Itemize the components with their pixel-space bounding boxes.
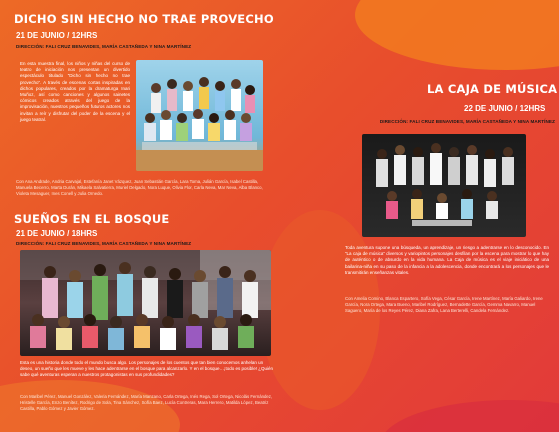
decorative-blob bbox=[355, 0, 559, 70]
show2-date: 21 DE JUNIO / 18HRS bbox=[16, 229, 98, 238]
show3-cast: Con Amelia Comino, Blanca Espartero, Sofía Vega, César García, Irene Martínez, María Galiardo, Irene García, Nora Ortega, Mara Bueno, Maribel Rodríguez, Bernadette García, Gemma Navarro, Manuel Saguero, María de los Reyes Pérez, Diana Zafra, Lana Berterelli, Candela Fernández. bbox=[345, 296, 543, 313]
show1-description: En esta muestra final, los niños y niñas del curso de teatro de iniciación nos presentan un divertido espectáculo titulado “Dicho sin hecho no trae provecho”. A través de escenas cortas inspiradas en dichos populares, creados por la dramaturga Inari Muñoz, así como canciones y algunos sainetes cómicos creados através del juego de la improvisación, nuestros pequeños futuros actores nos invitan a reír y disfrutar del poder de la escena y el juego teatral. bbox=[20, 61, 130, 122]
show2-photo bbox=[20, 250, 271, 356]
show2-description: Esta es una historia donde todo el mundo busca algo. Los personajes de los cuentos que tan bien conocemos anhelan un deseo, un sueño que les mueve y les hace adentrarse en el bosque para alcanzarlo. Y en el bosque…¡todo es posible! ¿Quién sabe qué aventuras esperan a nuestros protagonistas en sus profundidades? bbox=[20, 360, 273, 378]
show3-direction: DIRECCIÓN: FALI CRUZ BENAVIDES, MARÍA CASTAÑEDA Y NINA MARTÍNEZ bbox=[379, 119, 555, 124]
show3-photo bbox=[362, 134, 526, 237]
show3-title: LA CAJA DE MÚSICA bbox=[427, 82, 558, 96]
show1-title: DICHO SIN HECHO NO TRAE PROVECHO bbox=[14, 12, 274, 26]
show1-direction: DIRECCIÓN: FALI CRUZ BENAVIDES, MARÍA CASTAÑEDA Y NINA MARTÍNEZ bbox=[16, 44, 192, 49]
show3-description: Toda aventura supone una búsqueda, un aprendizaje, un riesgo a adentrarse en lo desconocido. En “La caja de música” diversos y variopintos personajes desfilan por la escena para mostrar lo que hay de auténtico o de absurdo en la vida humana. La Caja de música es el viaje iniciático de una bailarina-niña en su paso de la infancia a la adolescencia, donde encontrará a los personajes que le transmitirán enseñanzas vitales. bbox=[345, 245, 549, 275]
show2-cast: Con Maribel Pérez, Manuel González, Valeria Fernández, María Manzano, Carla Ortega, Inés Rega, Sol Ortega, Nicolás Fernández, Hristelle García, Enzo Benítez, Rodrigo de Sola, Tina Sánchez, Sofía Baez, Lucía Contreras, Mara Herrero, Matilda López, Beatriz Castilla, Pablo Gómez y Javier Gómez. bbox=[20, 394, 273, 411]
decorative-blob bbox=[380, 400, 559, 432]
show1-cast: Con Ana Andrade, Andria Carvajal, Estefanía Janet Vázquez, Juan Sebastián García, Lara Toma, Julián García, Isabel Castilla, Manuela Becerro, Marta Durán, Mikaela Salvatierra, Muriel Delgado, Nora Luque, Olivia Flor, Carla Neva, Mar Neva, Alba Blanco, Violeta Mesaguer, Ines Conell y Julia Ornedo. bbox=[16, 179, 263, 196]
show1-date: 21 DE JUNIO / 12HRS bbox=[16, 31, 98, 40]
show2-direction: DIRECCIÓN: FALI CRUZ BENAVIDES, MARÍA CASTAÑEDA Y NINA MARTÍNEZ bbox=[16, 241, 192, 246]
show1-photo bbox=[136, 60, 263, 171]
show3-date: 22 DE JUNIO / 12HRS bbox=[464, 104, 546, 113]
show2-title: SUEÑOS EN EL BOSQUE bbox=[14, 212, 170, 226]
